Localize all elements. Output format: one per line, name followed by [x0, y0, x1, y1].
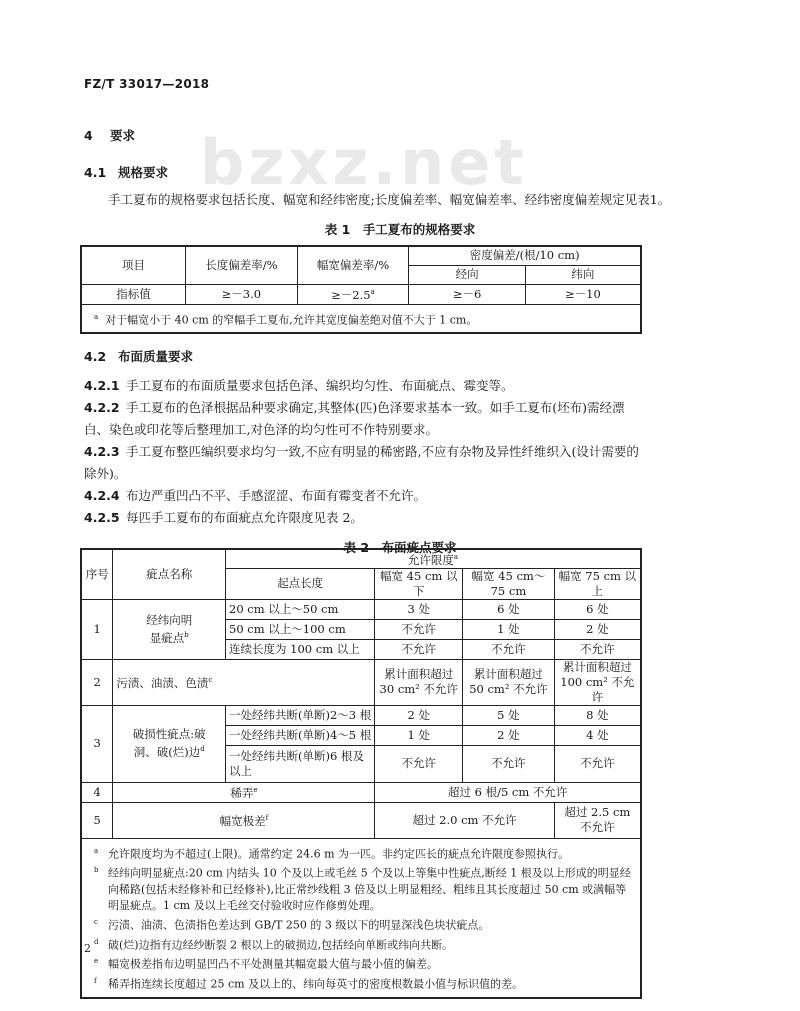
header-width: 幅宽偏差率/% — [297, 246, 409, 284]
cell-line: 不允许 — [580, 820, 615, 835]
section-title: 要求 — [110, 128, 136, 143]
table-1-note — [81, 304, 641, 333]
table-cell: 不允许 — [375, 745, 463, 782]
clause-4-2-2 — [84, 397, 644, 441]
table-cell — [226, 745, 375, 782]
table-2-caption: 表 2 布面疵点要求 — [343, 540, 457, 555]
footnote — [94, 953, 634, 973]
clause-number: 4.2.1 — [84, 378, 120, 393]
standard-number: FZ/T 33017—2018 — [84, 77, 210, 91]
row-4-name — [113, 782, 375, 802]
name-text: 稀弄 — [230, 786, 254, 801]
section-number: 4 — [84, 128, 93, 143]
table-cell: 超过 6 根/5 cm 不允许 — [375, 782, 641, 802]
footnote-text: 幅宽极差指布边明显凹凸不平处测量其幅宽最大值与最小值的偏差。 — [108, 958, 438, 972]
table-cell: 3 处 — [375, 599, 463, 619]
footnote-text: 允许限度均为不超过(上限)。通常约定 24.6 m 为一匹。非约定匹长的疵点允许限度参照执行。 — [108, 847, 569, 861]
clause-4-2-1 — [84, 375, 644, 397]
table-cell: 超过 2.0 cm 不允许 — [375, 802, 554, 838]
name-line: 洞、破(烂)边 — [133, 745, 201, 760]
cell-line: 一处经纬共断(单断)6 根及 — [229, 748, 364, 763]
cell-line: 50 cm² 不允许 — [469, 682, 548, 697]
section-title: 布面质量要求 — [118, 349, 194, 364]
footnote — [94, 934, 634, 954]
table-2-notes — [81, 838, 641, 997]
name-text: 幅宽极差 — [219, 814, 266, 829]
table-cell — [554, 659, 641, 705]
table-cell: 不允许 — [375, 639, 463, 659]
note-mark: a — [94, 846, 99, 855]
table-cell: 6 处 — [463, 599, 555, 619]
note-ref: d — [200, 745, 205, 754]
cell-line: 累计面积超过 — [384, 667, 454, 682]
header-warp: 经向 — [409, 265, 526, 284]
table-cell: 20 cm 以上～50 cm — [226, 599, 375, 619]
footnote — [94, 973, 634, 993]
footnote-text: 破(烂)边指有边经纱断裂 2 根以上的破损边,包括经向单断或纬向共断。 — [108, 938, 454, 952]
row-label: 指标值 — [81, 284, 186, 304]
header-item: 项目 — [81, 246, 186, 284]
table-cell: 1 处 — [463, 619, 555, 639]
table-cell: 不允许 — [375, 619, 463, 639]
row-1-seq: 1 — [81, 599, 113, 659]
table-cell: 不允许 — [463, 639, 555, 659]
section-4-heading — [84, 130, 135, 143]
clause-4-2-3 — [84, 441, 644, 485]
header-defect-name: 疵点名称 — [113, 549, 226, 599]
value-warp: ≥－6 — [409, 284, 526, 304]
table-cell: 2 处 — [554, 619, 641, 639]
table-cell: 连续长度为 100 cm 以上 — [226, 639, 375, 659]
note-mark: c — [94, 918, 98, 927]
section-4-2-heading — [84, 351, 193, 364]
table-1-caption: 表 1 手工夏布的规格要求 — [324, 222, 476, 237]
note-ref: c — [208, 676, 213, 685]
cell-line: 累计面积超过 — [473, 667, 543, 682]
value-weft: ≥－10 — [525, 284, 641, 304]
header-allowance — [226, 549, 642, 568]
clause-text: 手工夏布的色泽根据品种要求确定,其整体(匹)色泽要求基本一致。如手工夏布(坯布)需经漂白、染色或印花等后整理加工,对色泽的均匀性可不作特别要求。 — [84, 400, 625, 437]
table-cell: 4 处 — [554, 725, 641, 745]
table-cell — [554, 802, 641, 838]
cell-line: 30 cm² 不允许 — [379, 682, 458, 697]
table-cell: 50 cm 以上～100 cm — [226, 619, 375, 639]
watermark: bzxz.net — [200, 126, 528, 199]
row-3-seq: 3 — [81, 705, 113, 782]
footnote-text: 经纬向明显疵点:20 cm 内结头 10 个及以上或毛丝 5 个及以上等集中性疵点,断经 1 根及以上形成的明显经向稀路(包括未经修补和已经修补),比正常纱线粗 3 倍及以上明显粗经、粗纬且其长度超过 50 cm 或满幅等明显疵点。1 cm 及以上毛丝交付验收时应作修剪处理。 — [108, 867, 631, 913]
note-ref: a — [370, 288, 375, 297]
value-length: ≥－3.0 — [186, 284, 298, 304]
header-seq: 序号 — [81, 549, 113, 599]
note-mark: e — [94, 957, 99, 966]
cell-line: 以上 — [229, 763, 252, 778]
table-cell — [375, 659, 463, 705]
header-text: 允许限度 — [407, 552, 454, 567]
clause-number: 4.2.4 — [84, 488, 120, 503]
footnote-text: 污渍、油渍、色渍指色差达到 GB/T 250 的 3 级以下的明显深浅色块状疵点。 — [108, 918, 490, 932]
header-start-length: 起点长度 — [226, 568, 375, 599]
note-mark: d — [94, 937, 99, 946]
clause-4-2-5 — [84, 507, 644, 529]
footnote — [94, 914, 634, 934]
row-1-name — [113, 599, 226, 659]
cell-line: 100 cm² 不允许 — [560, 674, 635, 704]
footnote-text: 稀弄指连续长度超过 25 cm 及以上的、纬向每英寸的密度根数最小值与标识值的差。 — [108, 977, 524, 991]
clause-text: 布边严重凹凸不平、手感涩涩、布面有霉变者不允许。 — [126, 488, 427, 503]
section-number: 4.2 — [84, 349, 107, 364]
note-mark: f — [94, 977, 97, 986]
note-ref: b — [184, 630, 189, 639]
table-cell: 不允许 — [554, 639, 641, 659]
cell-line: 超过 2.5 cm — [564, 805, 631, 820]
value-width — [297, 284, 409, 304]
table-cell: 一处经纬共断(单断)2～3 根 — [226, 705, 375, 725]
page-number: 2 — [84, 942, 91, 955]
table-cell: 1 处 — [375, 725, 463, 745]
table-1 — [80, 245, 642, 334]
table-cell: 2 处 — [463, 725, 555, 745]
section-number: 4.1 — [84, 165, 107, 180]
table-cell: 6 处 — [554, 599, 641, 619]
row-2-seq: 2 — [81, 659, 113, 705]
header-weft: 纬向 — [525, 265, 641, 284]
name-line: 经纬向明 — [146, 612, 193, 627]
footnote — [94, 862, 634, 914]
clause-text: 手工夏布的布面质量要求包括色泽、编织均匀性、布面疵点、霉变等。 — [126, 378, 514, 393]
name-line: 显疵点 — [149, 630, 185, 645]
clause-number: 4.2.5 — [84, 510, 120, 525]
header-length: 长度偏差率/% — [186, 246, 298, 284]
table-cell: 不允许 — [463, 745, 555, 782]
row-5-seq: 5 — [81, 802, 113, 838]
row-3-name — [113, 705, 226, 782]
table-cell: 一处经纬共断(单断)4～5 根 — [226, 725, 375, 745]
header-width-45-75: 幅宽 45 cm～75 cm — [463, 568, 555, 599]
table-cell — [463, 659, 555, 705]
note-mark: b — [94, 866, 99, 875]
table-cell: 不允许 — [554, 745, 641, 782]
row-5-name — [113, 802, 375, 838]
clause-number: 4.2.3 — [84, 444, 120, 459]
header-width-45: 幅宽 45 cm 以下 — [375, 568, 463, 599]
name-text: 污渍、油渍、色渍 — [116, 676, 209, 691]
cell-line: 累计面积超过 — [562, 659, 632, 674]
value-text: ≥－2.5 — [331, 287, 371, 302]
note-ref: e — [253, 786, 258, 795]
name-line: 破损性疵点:破 — [132, 727, 206, 742]
table-cell: 5 处 — [463, 705, 555, 725]
header-width-75: 幅宽 75 cm 以上 — [554, 568, 641, 599]
row-2-name — [113, 659, 375, 705]
section-4-1-heading — [84, 167, 168, 180]
clause-text: 手工夏布整匹编织要求均匀一致,不应有明显的稀密路,不应有杂物及异性纤维织入(设计需要的除外)。 — [84, 444, 639, 481]
header-density: 密度偏差/(根/10 cm) — [409, 246, 641, 265]
note-mark: a — [94, 312, 99, 321]
table-cell: 8 处 — [554, 705, 641, 725]
clause-4-2-4 — [84, 485, 644, 507]
table-cell: 2 处 — [375, 705, 463, 725]
row-4-seq: 4 — [81, 782, 113, 802]
note-ref: f — [265, 814, 269, 823]
clause-number: 4.2.2 — [84, 400, 120, 415]
table-2 — [80, 548, 642, 999]
footnote — [94, 843, 634, 863]
section-title: 规格要求 — [118, 165, 169, 180]
note-ref: a — [453, 553, 459, 561]
section-4-1-text: 手工夏布的规格要求包括长度、幅宽和经纬密度;长度偏差率、幅宽偏差率、经纬密度偏差规定见表1。 — [108, 192, 671, 207]
note-text: 对于幅宽小于 40 cm 的窄幅手工夏布,允许其宽度偏差绝对值不大于 1 cm。 — [105, 313, 478, 327]
clause-text: 每匹手工夏布的布面疵点允许限度见表 2。 — [126, 510, 363, 525]
